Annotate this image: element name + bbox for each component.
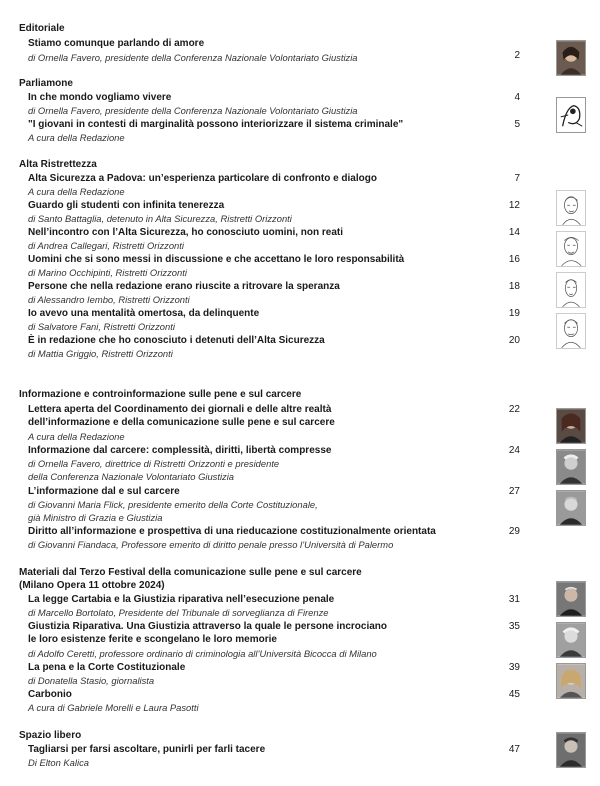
article-author: di Andrea Callegari, Ristretti Orizzonti xyxy=(28,240,184,251)
section-title-continued: (Milano Opera 11 ottobre 2024) xyxy=(19,580,165,591)
article-title[interactable]: Nell’incontro con l’Alta Sicurezza, ho conosciuto uomini, non reati xyxy=(28,227,344,238)
author-photo xyxy=(556,40,586,76)
sketch-portrait xyxy=(556,190,586,226)
article-title[interactable]: Stiamo comunque parlando di amore xyxy=(28,38,205,49)
page-number: 27 xyxy=(508,486,520,497)
article-title[interactable]: "I giovani in contesti di marginalità possono interiorizzare il sistema criminale" xyxy=(28,119,404,130)
article-title[interactable]: La pena e la Corte Costituzionale xyxy=(28,662,186,673)
section-title: Informazione e controinformazione sulle pene e sul carcere xyxy=(19,389,302,400)
author-photo xyxy=(556,581,586,617)
illustration xyxy=(556,97,586,133)
article-author: di Donatella Stasio, giornalista xyxy=(28,675,155,686)
section-title: Parliamone xyxy=(19,78,73,89)
article-title[interactable]: La legge Cartabia e la Giustizia riparativa nell’esecuzione penale xyxy=(28,594,335,605)
page-number: 14 xyxy=(508,227,520,238)
article-author: A cura della Redazione xyxy=(28,132,125,143)
article-author: di Salvatore Fani, Ristretti Orizzonti xyxy=(28,321,175,332)
article-title[interactable]: Lettera aperta del Coordinamento dei giornali e delle altre realtà xyxy=(28,404,332,415)
section-title: Materiali dal Terzo Festival della comunicazione sulle pene e sul carcere xyxy=(19,567,362,578)
article-title[interactable]: Guardo gli studenti con infinita tenerezza xyxy=(28,200,225,211)
article-title[interactable]: Alta Sicurezza a Padova: un’esperienza particolare di confronto e dialogo xyxy=(28,173,377,184)
page-number: 18 xyxy=(508,281,520,292)
article-title[interactable]: L’informazione dal e sul carcere xyxy=(28,486,180,497)
page-number: 24 xyxy=(508,445,520,456)
page-number: 45 xyxy=(508,689,520,700)
article-title[interactable]: Diritto all’informazione e prospettiva di una rieducazione costituzionalmente orientata xyxy=(28,526,436,537)
page-number: 7 xyxy=(514,173,520,184)
author-photo xyxy=(556,663,586,699)
article-author-continued: della Conferenza Nazionale Volontariato Giustizia xyxy=(28,471,235,482)
page-number: 12 xyxy=(508,200,520,211)
page-number: 19 xyxy=(508,308,520,319)
author-photo xyxy=(556,732,586,768)
page-number: 16 xyxy=(508,254,520,265)
page-number: 22 xyxy=(508,404,520,415)
article-author: di Ornella Favero, presidente della Conferenza Nazionale Volontariato Giustizia xyxy=(28,52,358,63)
article-author: di Giovanni Fiandaca, Professore emerito di diritto penale presso l’Università di Palermo xyxy=(28,539,394,550)
article-author: di Adolfo Ceretti, professore ordinario di criminologia all’Università Bicocca di Milano xyxy=(28,648,377,659)
article-title[interactable]: Giustizia Riparativa. Una Giustizia attraverso la quale le persone incrociano xyxy=(28,621,388,632)
section-title: Editoriale xyxy=(19,23,65,34)
section-title: Alta Ristrettezza xyxy=(19,159,97,170)
article-author-continued: già Ministro di Grazia e Giustizia xyxy=(28,512,163,523)
article-author: di Alessandro Iembo, Ristretti Orizzonti xyxy=(28,294,190,305)
article-author: di Marcello Bortolato, Presidente del Tribunale di sorveglianza di Firenze xyxy=(28,607,329,618)
article-author: di Santo Battaglia, detenuto in Alta Sicurezza, Ristretti Orizzonti xyxy=(28,213,292,224)
article-title-continued[interactable]: dell’informazione e della comunicazione sulle pene e sul carcere xyxy=(28,417,335,428)
article-title[interactable]: È in redazione che ho conosciuto i detenuti dell’Alta Sicurezza xyxy=(28,335,325,346)
sketch-portrait xyxy=(556,272,586,308)
article-title-continued[interactable]: le loro esistenze ferite e scongelano le loro memorie xyxy=(28,634,277,645)
article-author: A cura della Redazione xyxy=(28,186,125,197)
page-number: 4 xyxy=(514,92,520,103)
sketch-portrait xyxy=(556,313,586,349)
page-number: 29 xyxy=(508,526,520,537)
article-author: di Marino Occhipinti, Ristretti Orizzonti xyxy=(28,267,187,278)
article-author: di Mattia Griggio, Ristretti Orizzonti xyxy=(28,348,173,359)
article-author: A cura della Redazione xyxy=(28,431,125,442)
article-author: A cura di Gabriele Morelli e Laura Pasotti xyxy=(28,702,199,713)
article-title[interactable]: Io avevo una mentalità omertosa, da delinquente xyxy=(28,308,260,319)
page-number: 5 xyxy=(514,119,520,130)
author-photo xyxy=(556,490,586,526)
page-number: 39 xyxy=(508,662,520,673)
author-photo xyxy=(556,408,586,444)
page-number: 31 xyxy=(508,594,520,605)
article-author: di Giovanni Maria Flick, presidente emerito della Corte Costituzionale, xyxy=(28,499,318,510)
page-number: 35 xyxy=(508,621,520,632)
page-number: 47 xyxy=(508,744,520,755)
article-title[interactable]: Informazione dal carcere: complessità, diritti, libertà compresse xyxy=(28,445,332,456)
page-number: 2 xyxy=(514,50,520,61)
sketch-portrait xyxy=(556,231,586,267)
article-title[interactable]: Carbonio xyxy=(28,689,72,700)
author-photo xyxy=(556,622,586,658)
article-author: di Ornella Favero, direttrice di Ristretti Orizzonti e presidente xyxy=(28,458,280,469)
article-title[interactable]: Uomini che si sono messi in discussione e che accettano le loro responsabilità xyxy=(28,254,405,265)
article-title[interactable]: In che mondo vogliamo vivere xyxy=(28,92,172,103)
section-title: Spazio libero xyxy=(19,730,82,741)
article-author: di Ornella Favero, presidente della Conferenza Nazionale Volontariato Giustizia xyxy=(28,105,358,116)
article-author: Di Elton Kalica xyxy=(28,757,89,768)
article-title[interactable]: Persone che nella redazione erano riuscite a ritrovare la speranza xyxy=(28,281,340,292)
article-title[interactable]: Tagliarsi per farsi ascoltare, punirli per farli tacere xyxy=(28,744,266,755)
page-number: 20 xyxy=(508,335,520,346)
author-photo xyxy=(556,449,586,485)
